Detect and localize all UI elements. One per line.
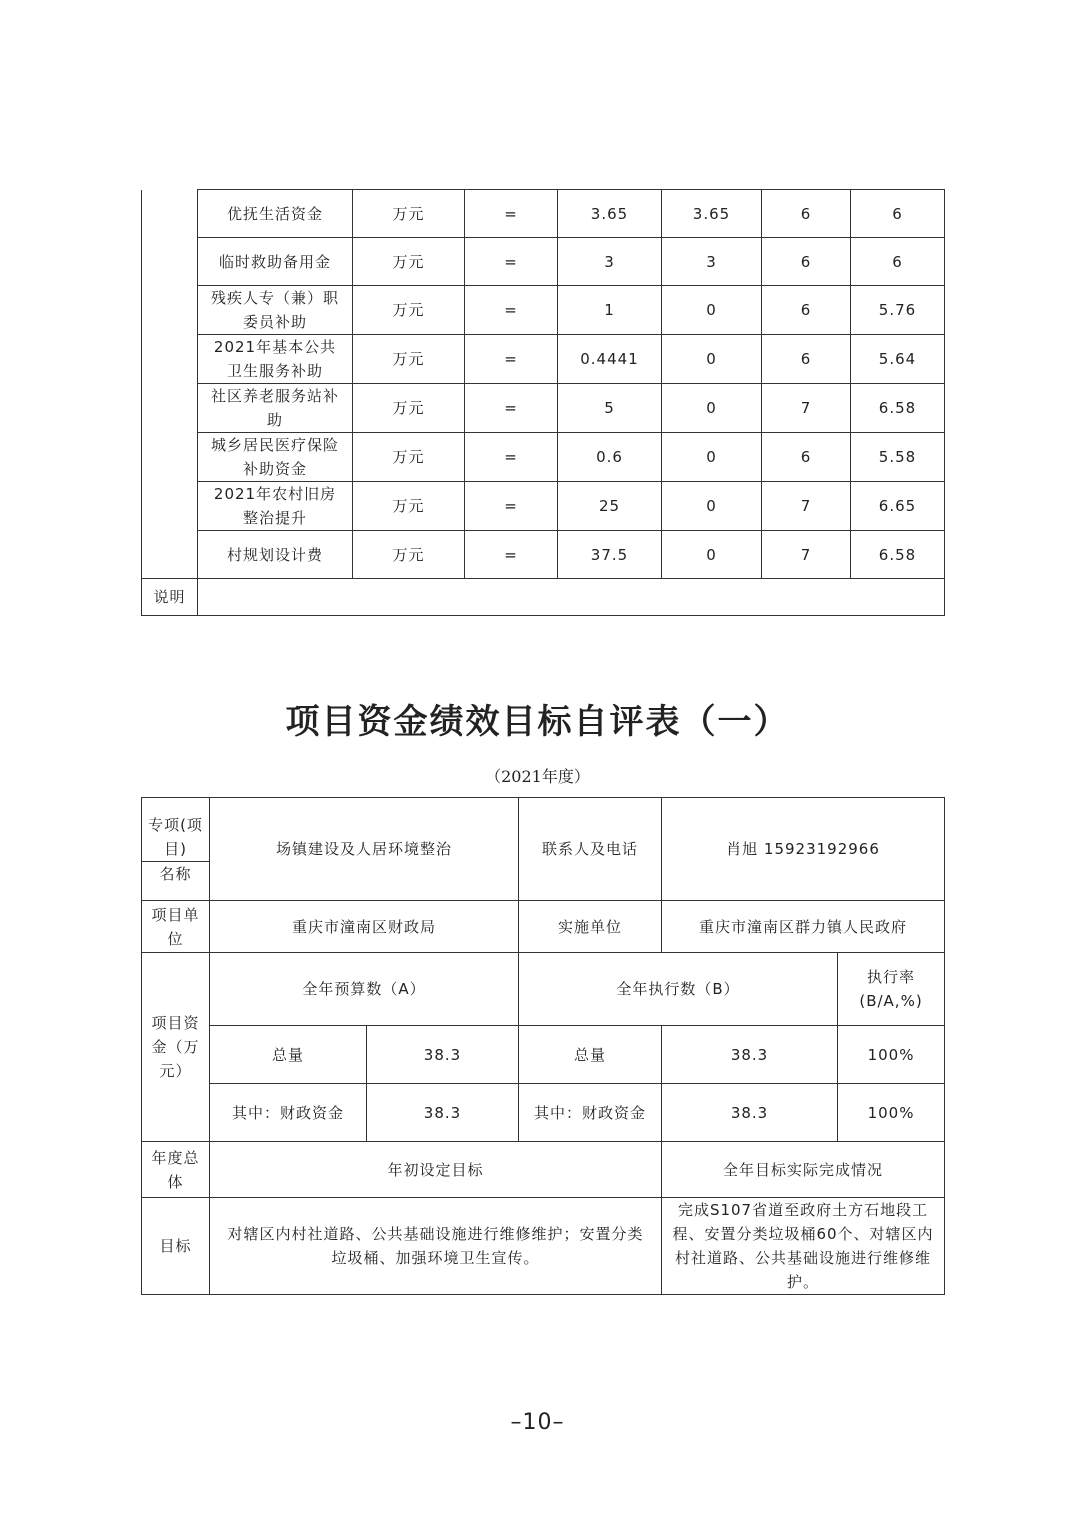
- indicator-unit: 万元: [353, 238, 465, 286]
- indicator-actual: 0: [662, 286, 762, 335]
- goal-set-header: 年初设定目标: [210, 1142, 662, 1198]
- indicator-weight: 7: [762, 384, 851, 433]
- contact-label: 联系人及电话: [519, 798, 662, 901]
- indicator-op: =: [465, 531, 558, 579]
- total-exec: 38.3: [662, 1026, 838, 1084]
- budget-header: 全年预算数（A）: [210, 953, 519, 1026]
- note-label: 说明: [142, 579, 198, 616]
- page-number: –10–: [510, 1410, 565, 1435]
- indicator-score: 5.64: [851, 335, 945, 384]
- fiscal-exec: 38.3: [662, 1084, 838, 1142]
- indicator-op: =: [465, 335, 558, 384]
- indicator-score: 6.58: [851, 384, 945, 433]
- exec-header: 全年执行数（B）: [519, 953, 838, 1026]
- unit-label: 项目单位: [142, 901, 210, 953]
- indicator-actual: 0: [662, 433, 762, 482]
- indicator-table: [141, 189, 945, 616]
- indicator-target: 1: [558, 286, 662, 335]
- indicator-target: 5: [558, 384, 662, 433]
- indicator-unit: 万元: [353, 190, 465, 238]
- indicator-weight: 6: [762, 190, 851, 238]
- indicator-weight: 7: [762, 482, 851, 531]
- impl-label: 实施单位: [519, 901, 662, 953]
- project-name-row: [142, 798, 945, 901]
- category-cell: [142, 190, 198, 579]
- unit-row: [142, 901, 945, 953]
- indicator-actual: 3.65: [662, 190, 762, 238]
- year-goal-header-row: [142, 1142, 945, 1198]
- indicator-score: 6: [851, 190, 945, 238]
- indicator-op: =: [465, 286, 558, 335]
- indicator-unit: 万元: [353, 433, 465, 482]
- indicator-target: 0.4441: [558, 335, 662, 384]
- unit-value: 重庆市潼南区财政局: [210, 901, 519, 953]
- indicator-actual: 0: [662, 482, 762, 531]
- impl-value: 重庆市潼南区群力镇人民政府: [662, 901, 945, 953]
- goal-label: 目标: [142, 1198, 210, 1295]
- indicator-name: 临时救助备用金: [198, 238, 353, 286]
- indicator-op: =: [465, 482, 558, 531]
- indicator-op: =: [465, 190, 558, 238]
- fiscal-label: 其中：财政资金: [210, 1084, 367, 1142]
- fund-header-row: [142, 953, 945, 1026]
- indicator-unit: 万元: [353, 384, 465, 433]
- indicator-weight: 6: [762, 286, 851, 335]
- fiscal-rate: 100%: [838, 1084, 945, 1142]
- indicator-actual: 0: [662, 384, 762, 433]
- indicator-score: 6.58: [851, 531, 945, 579]
- indicator-row: [142, 286, 945, 335]
- goal-done-header: 全年目标实际完成情况: [662, 1142, 945, 1198]
- indicator-name: 村规划设计费: [198, 531, 353, 579]
- indicator-name: 社区养老服务站补助: [198, 384, 353, 433]
- contact-value: 肖旭 15923192966: [662, 798, 945, 901]
- indicator-score: 6: [851, 238, 945, 286]
- indicator-name: 优抚生活资金: [198, 190, 353, 238]
- fund-label: 项目资金（万元）: [142, 953, 210, 1142]
- indicator-score: 5.58: [851, 433, 945, 482]
- total-budget: 38.3: [367, 1026, 519, 1084]
- indicator-weight: 6: [762, 433, 851, 482]
- indicator-row: [142, 433, 945, 482]
- indicator-target: 37.5: [558, 531, 662, 579]
- indicator-weight: 7: [762, 531, 851, 579]
- indicator-actual: 0: [662, 531, 762, 579]
- fiscal-budget: 38.3: [367, 1084, 519, 1142]
- project-name: 场镇建设及人居环境整治: [210, 798, 519, 901]
- indicator-target: 0.6: [558, 433, 662, 482]
- indicator-name: 残疾人专（兼）职委员补助: [198, 286, 353, 335]
- indicator-row: [142, 190, 945, 238]
- self-evaluation-table: [141, 797, 945, 1295]
- total-rate: 100%: [838, 1026, 945, 1084]
- note-value: [198, 579, 945, 616]
- rate-header: 执行率(B/A,%): [838, 953, 945, 1026]
- fiscal-exec-label: 其中：财政资金: [519, 1084, 662, 1142]
- fiscal-row: [142, 1084, 945, 1142]
- goal-set-text: 对辖区内村社道路、公共基础设施进行维修维护；安置分类垃圾桶、加强环境卫生宣传。: [210, 1198, 662, 1295]
- indicator-weight: 6: [762, 238, 851, 286]
- note-row: [142, 579, 945, 616]
- total-exec-label: 总量: [519, 1026, 662, 1084]
- indicator-row: [142, 531, 945, 579]
- indicator-row: [142, 482, 945, 531]
- indicator-score: 5.76: [851, 286, 945, 335]
- goal-done-text: 完成S107省道至政府土方石地段工程、安置分类垃圾桶60个、对辖区内村社道路、公共基础设施进行维修维护。: [662, 1198, 945, 1295]
- indicator-name: 2021年农村旧房整治提升: [198, 482, 353, 531]
- indicator-target: 3: [558, 238, 662, 286]
- indicator-actual: 0: [662, 335, 762, 384]
- page-subtitle: （2021年度）: [485, 767, 590, 786]
- indicator-target: 25: [558, 482, 662, 531]
- indicator-unit: 万元: [353, 286, 465, 335]
- total-label: 总量: [210, 1026, 367, 1084]
- year-label: 年度总体: [142, 1142, 210, 1198]
- project-label-bottom: 名称: [159, 864, 192, 883]
- indicator-row: [142, 384, 945, 433]
- goal-row: [142, 1198, 945, 1295]
- indicator-unit: 万元: [353, 531, 465, 579]
- indicator-weight: 6: [762, 335, 851, 384]
- project-label-cell: [142, 798, 210, 901]
- indicator-row: [142, 335, 945, 384]
- indicator-target: 3.65: [558, 190, 662, 238]
- indicator-op: =: [465, 433, 558, 482]
- indicator-op: =: [465, 384, 558, 433]
- total-row: [142, 1026, 945, 1084]
- indicator-score: 6.65: [851, 482, 945, 531]
- indicator-unit: 万元: [353, 482, 465, 531]
- indicator-actual: 3: [662, 238, 762, 286]
- indicator-name: 2021年基本公共卫生服务补助: [198, 335, 353, 384]
- page-title: 项目资金绩效目标自评表（一）: [285, 702, 790, 742]
- indicator-unit: 万元: [353, 335, 465, 384]
- indicator-op: =: [465, 238, 558, 286]
- indicator-row: [142, 238, 945, 286]
- indicator-name: 城乡居民医疗保险补助资金: [198, 433, 353, 482]
- project-label-top: 专项(项目): [142, 813, 209, 862]
